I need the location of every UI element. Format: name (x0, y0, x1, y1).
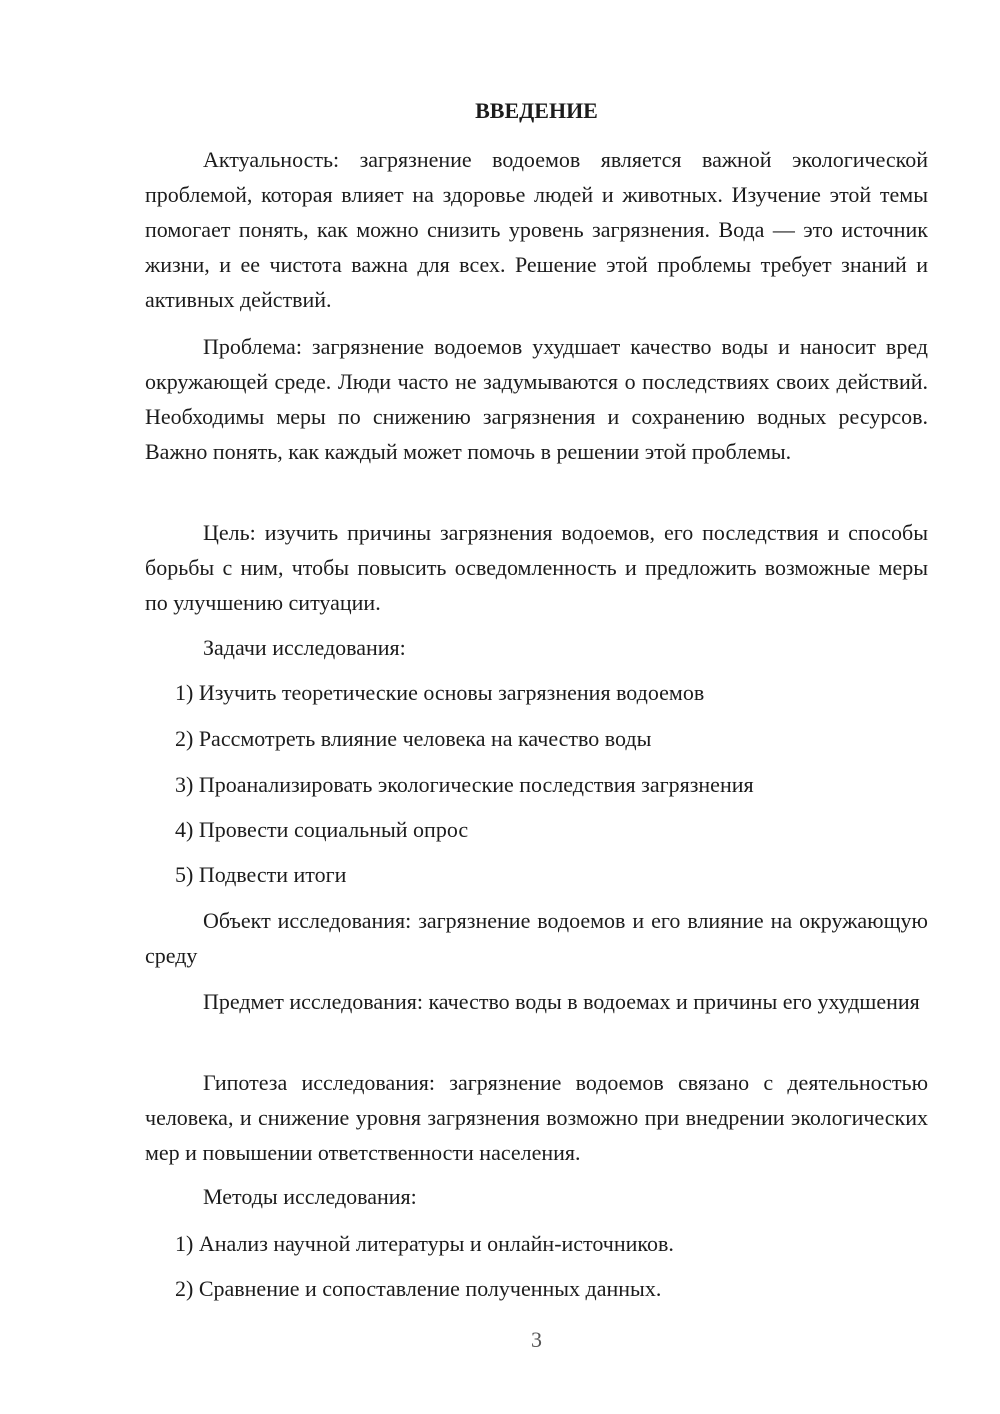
paragraph-object: Объект исследования: загрязнение водоемов и его влияние на окружающую среду (145, 908, 928, 968)
paragraph-problem: Проблема: загрязнение водоемов ухудшает качество воды и наносит вред окружающей среде. Люди часто не задумываются о последствиях своих действий. Необходимы меры по снижению загрязнения и сохранению водных ресурсов. Важно понять, как каждый может помочь в решении этой проблемы. (145, 334, 928, 464)
method-item: 1) Анализ научной литературы и онлайн-источников. (175, 1231, 674, 1256)
paragraph-hypothesis: Гипотеза исследования: загрязнение водоемов связано с деятельностью человека, и снижение уровня загрязнения возможно при внедрении экологических мер и повышении ответственности населения. (145, 1070, 928, 1165)
task-item: 1) Изучить теоретические основы загрязнения водоемов (175, 680, 705, 705)
document-page (145, 0, 928, 1414)
paragraph-relevance: Актуальность: загрязнение водоемов является важной экологической проблемой, которая влияет на здоровье людей и животных. Изучение этой темы помогает понять, как можно снизить уровень загрязнения. Вода — это источник жизни, и ее чистота важна для всех. Решение этой проблемы требует знаний и активных действий. (145, 147, 928, 312)
method-item: 2) Сравнение и сопоставление полученных данных. (175, 1276, 662, 1301)
task-item: 2) Рассмотреть влияние человека на качество воды (175, 726, 652, 751)
task-item: 3) Проанализировать экологические последствия загрязнения (175, 772, 754, 797)
paragraph-subject: Предмет исследования: качество воды в водоемах и причины его ухудшения (203, 989, 920, 1014)
task-item: 4) Провести социальный опрос (175, 817, 469, 842)
methods-heading: Методы исследования: (203, 1184, 417, 1209)
page-title: ВВЕДЕНИЕ (475, 98, 598, 123)
paragraph-goal: Цель: изучить причины загрязнения водоемов, его последствия и способы борьбы с ним, чтобы повысить осведомленность и предложить возможные меры по улучшению ситуации. (145, 520, 928, 615)
task-item: 5) Подвести итоги (175, 862, 347, 887)
page-number: 3 (531, 1327, 542, 1352)
tasks-heading: Задачи исследования: (203, 635, 406, 660)
